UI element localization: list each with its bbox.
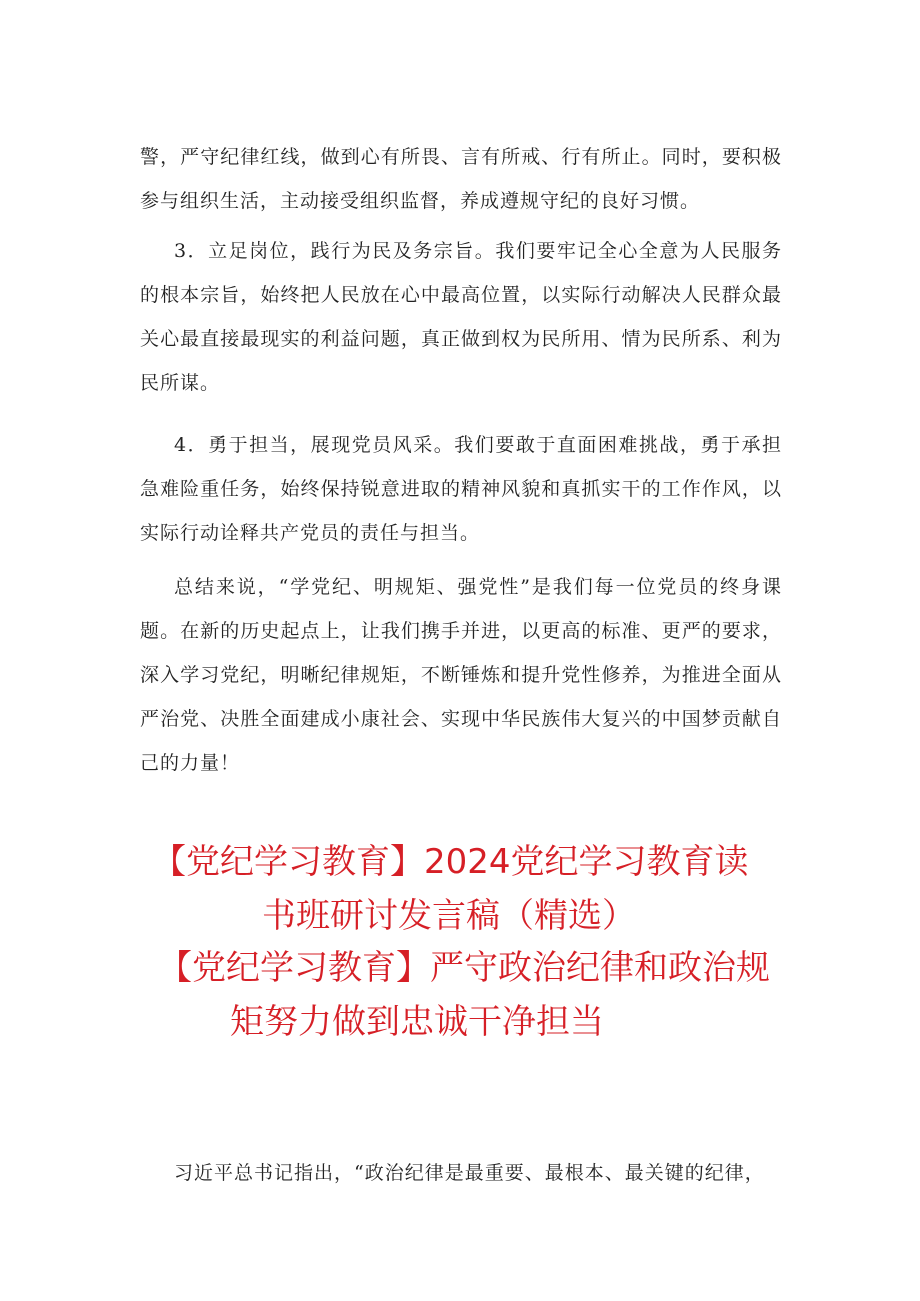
paragraph-summary: 总结来说，“学党纪、明规矩、强党性”是我们每一位党员的终身课题。在新的历史起点上，让我们携手并进，以更高的标准、更严的要求，深入学习党纪，明晰纪律规矩，不断锤炼和提升党性修养，为推进全面从严治党、决胜全面建成小康社会、实现中华民族伟大复兴的中国梦贡献自己的力量！ xyxy=(140,576,782,774)
heading-1-line-2: 书班研讨发言稿（精选） xyxy=(262,896,636,936)
heading-2-line-2: 矩努力做到忠诚干净担当 xyxy=(230,1002,604,1042)
paragraph-quote-start: 习近平总书记指出，“政治纪律是最重要、最根本、最关键的纪律， xyxy=(174,1162,765,1184)
paragraph-continuation: 警，严守纪律红线，做到心有所畏、言有所戒、行有所止。同时，要积极参与组织生活，主动接受组织监督，养成遵规守纪的良好习惯。 xyxy=(140,146,782,212)
paragraph-point-3: 3．立足岗位，践行为民及务宗旨。我们要牢记全心全意为人民服务的根本宗旨，始终把人民放在心中最高位置，以实际行动解决人民群众最关心最直接最现实的利益问题，真正做到权为民所用、情为民所系、利为民所谋。 xyxy=(140,240,782,394)
paragraph-point-4: 4．勇于担当，展现党员风采。我们要敢于直面困难挑战，勇于承担急难险重任务，始终保持锐意进取的精神风貌和真抓实干的工作作风，以实际行动诠释共产党员的责任与担当。 xyxy=(140,434,782,544)
heading-2-line-1: 【党纪学习教育】严守政治纪律和政治规 xyxy=(158,948,770,988)
heading-1-line-1: 【党纪学习教育】2024党纪学习教育读 xyxy=(152,842,749,882)
